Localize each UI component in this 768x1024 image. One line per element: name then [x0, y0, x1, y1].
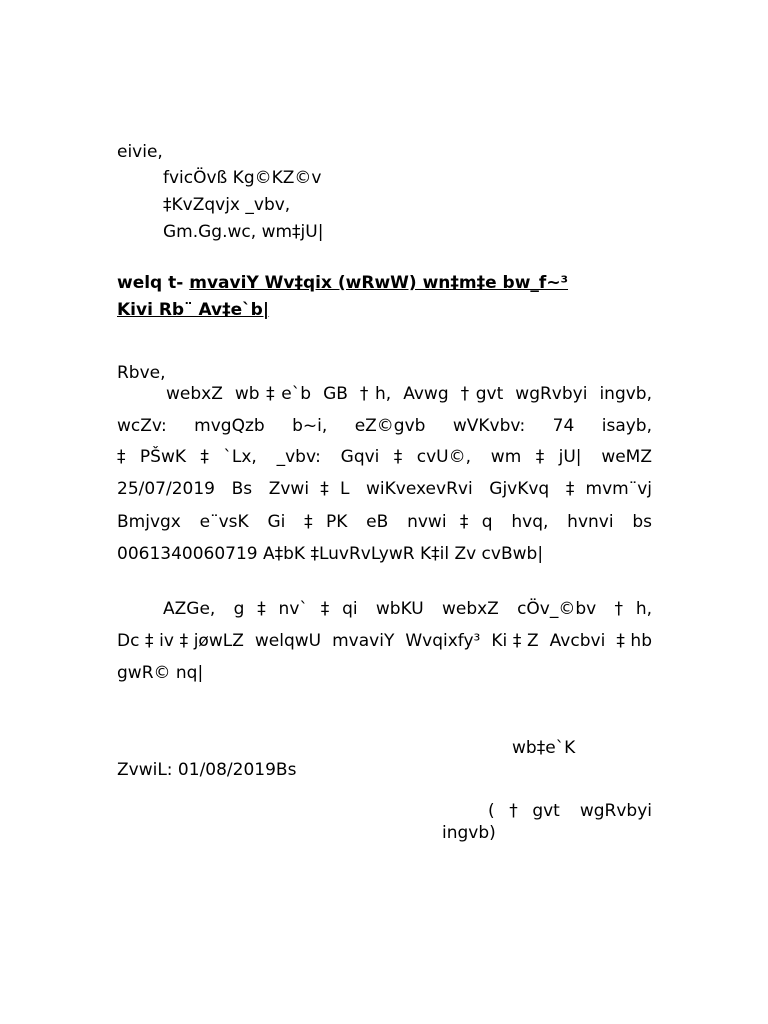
addressee-line-1: fvicÖvß Kg©KZ©v: [163, 168, 322, 188]
signature-line-2: ingvb): [442, 823, 496, 843]
paragraph1-last-line: 0061340060719 A‡bK ‡LuvRvLywR K‡il Zv cvBwb|: [117, 544, 544, 564]
date-line: ZvwiL: 01/08/2019Bs: [117, 760, 297, 780]
paragraph1-line-3: ‡PŠwK‡`Lx, _vbv: Gqvi‡cvU©, wm‡jU| weMZ: [117, 447, 652, 467]
addressee-line-2: ‡KvZqvjx _vbv,: [163, 195, 291, 215]
paragraph2-last-line: gwR© nq|: [117, 663, 204, 683]
paragraph2-line-2: Dc‡iv‡jøwLZ welqwU mvaviY Wvqixfy³ Ki‡Z Avcbvi ‡hb: [117, 631, 652, 651]
paragraph1-line-5: Bmjvgx e¨vsK Gi ‡PK eB nvwi‡q hvq, hvnvi bs: [117, 512, 652, 532]
subject-text-2: Kivi Rb¨ Av‡e`b|: [117, 300, 270, 320]
addressee-to: eivie,: [117, 142, 163, 162]
subject-text-1: mvaviY Wv‡qix (wRwW) wn‡m‡e bw_f~³: [189, 273, 569, 293]
addressee-line-3: Gm.Gg.wc, wm‡jU|: [163, 222, 324, 242]
signature-line-1: (†gvt wgRvbyi: [488, 801, 652, 821]
paragraph1-line-4: 25/07/2019 Bs Zvwi‡L wiKvexevRvi GjvKvq ‡mvm¨vj: [117, 479, 652, 499]
subject-prefix: welq t-: [117, 273, 184, 293]
paragraph1-line-2: wcZv: mvgQzb b~i, eZ©gvb wVKvbv: 74 isayb,: [117, 416, 652, 436]
paragraph1-line-1: webxZ wb‡e`b GB †h, Avwg †gvt wgRvbyi ingvb,: [166, 384, 652, 404]
subject-line-1: [117, 273, 568, 293]
applicant-label: wb‡e`K: [512, 738, 576, 758]
paragraph2-line-1: AZGe, g‡nv`‡qi wbKU webxZ cÖv_©bv †h,: [163, 599, 652, 619]
salutation: Rbve,: [117, 363, 166, 383]
